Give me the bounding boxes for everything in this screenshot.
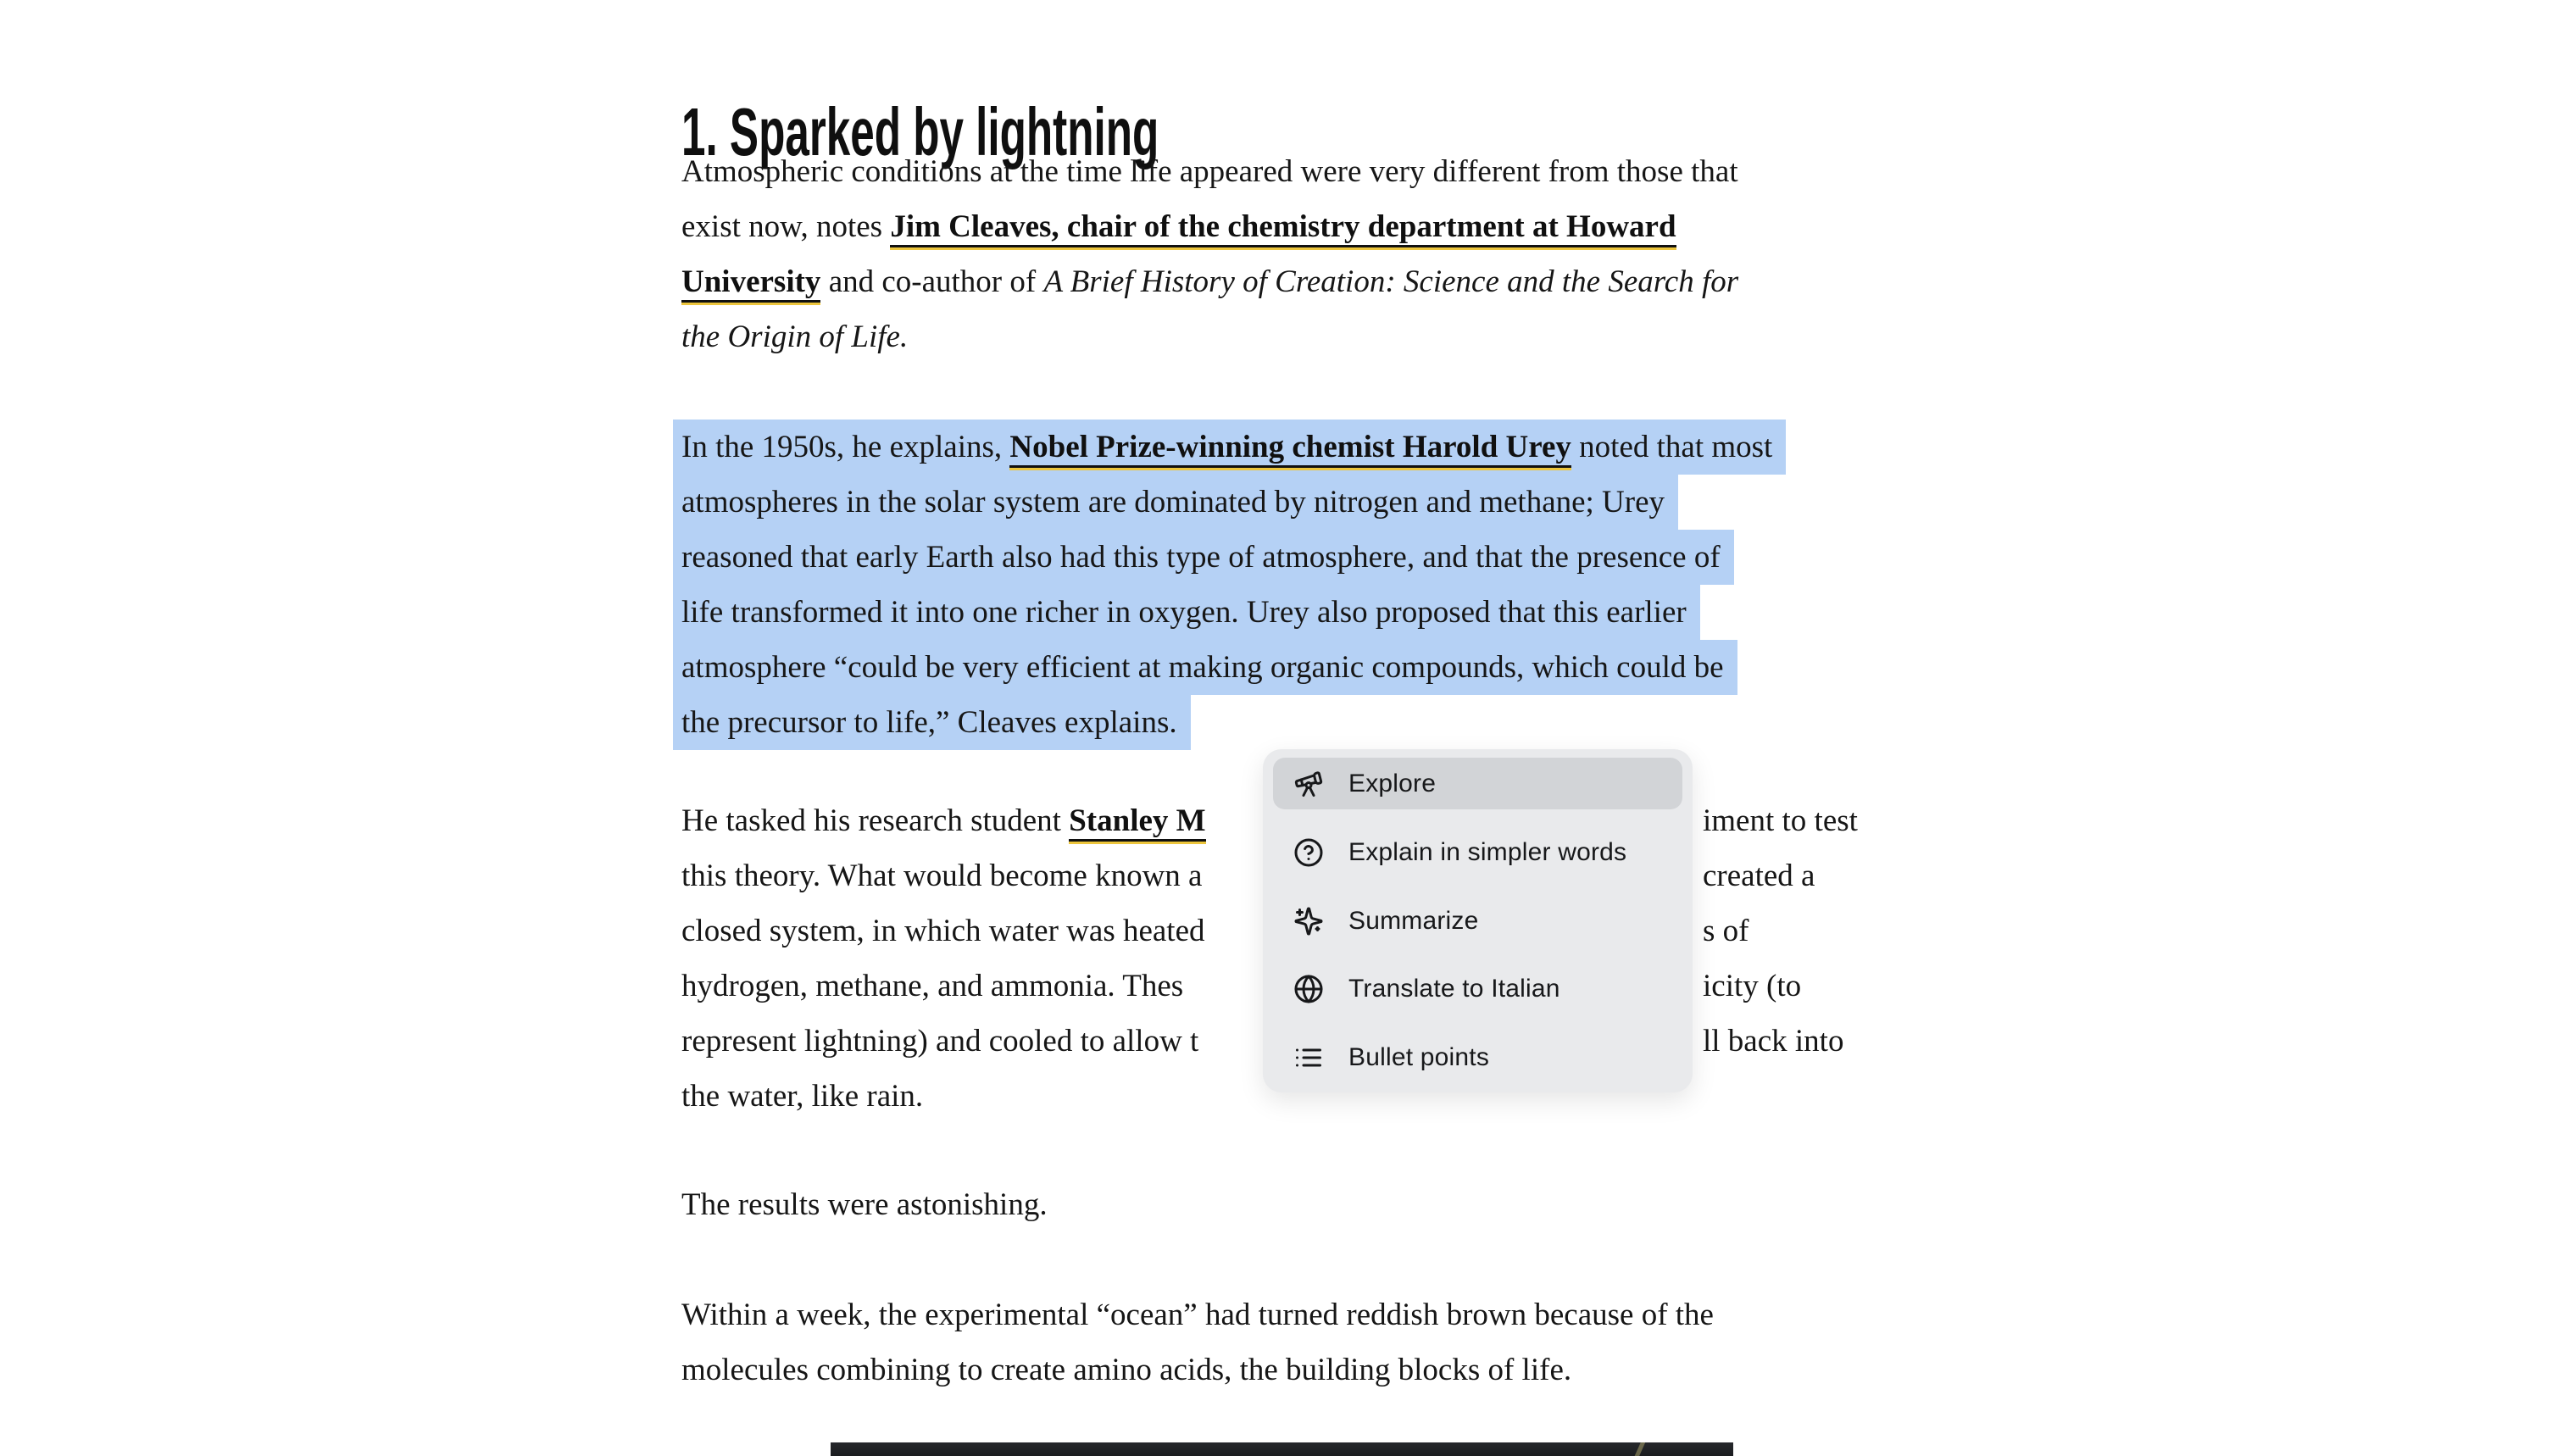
- paragraph-4: [681, 1177, 1048, 1232]
- text-segment: this theory. What would become known a: [681, 859, 1203, 893]
- menu-item-bullet-points[interactable]: [1273, 1031, 1682, 1083]
- occluded-line-right-fragment: iment to test: [1703, 803, 1858, 838]
- text-segment: represent lightning) and cooled to allow t: [681, 1024, 1199, 1059]
- text-segment: and co-author of: [820, 264, 1044, 299]
- text-segment: atmosphere “could be very efficient at making organic compounds, which could be: [681, 650, 1724, 685]
- text-line: [681, 1069, 923, 1124]
- bullet-list-icon: [1293, 1042, 1324, 1073]
- text-segment: reasoned that early Earth also had this type of atmosphere, and that the presence of: [681, 540, 1721, 575]
- text-segment: the water, like rain.: [681, 1079, 924, 1114]
- book-title-italic: A Brief History of Creation: Science and the Search for: [1043, 264, 1739, 299]
- text-segment: exist now, notes: [681, 209, 891, 244]
- inline-link[interactable]: Nobel Prize-winning chemist Harold Urey: [1009, 430, 1571, 468]
- inline-link[interactable]: Jim Cleaves, chair of the chemistry department at Howard: [890, 209, 1676, 247]
- selected-text-line: [673, 420, 1786, 475]
- menu-item-explain-in-simpler-words[interactable]: [1273, 826, 1682, 878]
- image-highlight-streak: [1632, 1442, 1647, 1456]
- text-line: [681, 1177, 1048, 1232]
- selected-text-line: [673, 530, 1734, 585]
- paragraph-2-selected: [681, 420, 1786, 750]
- text-line: [681, 254, 1738, 309]
- menu-item-label: Bullet points: [1348, 1042, 1490, 1071]
- text-line: [681, 1342, 1571, 1398]
- selected-text-line: [673, 695, 1191, 750]
- menu-item-label: Explore: [1348, 769, 1437, 797]
- occluded-line-right-fragment: ll back into: [1703, 1024, 1844, 1059]
- context-menu: [1263, 749, 1693, 1092]
- menu-item-label: Summarize: [1348, 906, 1479, 935]
- telescope-icon: [1293, 769, 1324, 799]
- text-line: [681, 309, 908, 364]
- text-segment: He tasked his research student: [681, 803, 1070, 838]
- section-heading: 1. Sparked by lightning: [681, 94, 1159, 170]
- text-line: [681, 793, 1858, 848]
- text-segment: the precursor to life,” Cleaves explains.: [681, 705, 1177, 740]
- book-title-italic: the Origin of Life.: [681, 320, 909, 354]
- text-segment: Within a week, the experimental “ocean” had turned reddish brown because of the: [681, 1298, 1714, 1332]
- menu-item-label: Translate to Italian: [1348, 974, 1560, 1003]
- menu-item-label: Explain in simpler words: [1348, 837, 1627, 866]
- menu-item-explore[interactable]: [1273, 758, 1682, 809]
- sparkles-icon: [1293, 906, 1324, 936]
- text-line: [681, 1287, 1714, 1342]
- menu-item-summarize[interactable]: [1273, 895, 1682, 947]
- text-segment: molecules combining to create amino acids, the building blocks of life.: [681, 1353, 1572, 1387]
- occluded-line-right-fragment: icity (to: [1703, 969, 1802, 1003]
- occluded-line-right-fragment: s of: [1703, 914, 1749, 948]
- inline-link[interactable]: University: [681, 264, 820, 303]
- text-segment: Atmospheric conditions at the time life appeared were very different from those that: [681, 154, 1738, 189]
- text-segment: life transformed it into one richer in oxygen. Urey also proposed that this earlier: [681, 595, 1687, 630]
- article-image-strip: [831, 1442, 1733, 1456]
- menu-item-translate-to-italian[interactable]: [1273, 963, 1682, 1014]
- text-segment: The results were astonishing.: [681, 1187, 1048, 1222]
- text-segment: noted that most: [1571, 430, 1773, 464]
- selected-text-line: [673, 475, 1678, 530]
- help-circle-icon: [1293, 837, 1324, 868]
- globe-icon: [1293, 974, 1324, 1004]
- text-line: [681, 199, 1676, 254]
- paragraph-1: [681, 144, 1738, 364]
- text-segment: In the 1950s, he explains,: [681, 430, 1010, 464]
- occluded-line-right-fragment: created a: [1703, 859, 1815, 893]
- inline-link[interactable]: Stanley M: [1069, 803, 1205, 842]
- text-segment: atmospheres in the solar system are dominated by nitrogen and methane; Urey: [681, 485, 1665, 520]
- text-line: [681, 144, 1738, 199]
- selected-text-line: [673, 585, 1700, 640]
- selected-text-line: [673, 640, 1737, 695]
- paragraph-5: [681, 1287, 1714, 1398]
- text-segment: closed system, in which water was heated: [681, 914, 1205, 948]
- text-segment: hydrogen, methane, and ammonia. Thes: [681, 969, 1184, 1003]
